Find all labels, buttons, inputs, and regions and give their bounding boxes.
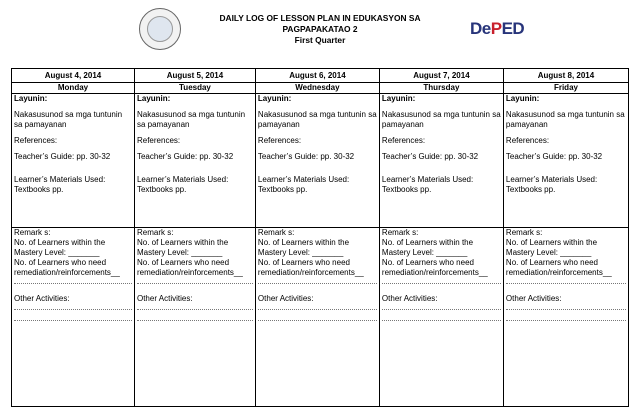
mastery-line-2: Mastery Level: _______ (381, 248, 468, 257)
other-activities-label: Other Activities: (257, 294, 314, 303)
lesson-log-table (11, 68, 629, 407)
references-label: References: (505, 136, 550, 145)
logo-text-p: P (490, 19, 502, 38)
mastery-line-1: No. of Learners within the (505, 238, 598, 247)
remarks-label: Remark s: (381, 228, 419, 237)
dotted-line (258, 280, 377, 284)
dotted-line (137, 314, 253, 321)
day-cell: Wednesday (255, 83, 379, 94)
date-cell: August 6, 2014 (255, 69, 379, 83)
references-label: References: (136, 136, 181, 145)
dotted-line (137, 306, 253, 310)
mastery-line-1: No. of Learners within the (136, 238, 229, 247)
remarks-label: Remark s: (136, 228, 174, 237)
remarks-cell (503, 228, 628, 407)
mastery-line-1: No. of Learners within the (14, 238, 106, 247)
lesson-cell (12, 94, 135, 228)
dotted-line (14, 306, 132, 310)
day-cell: Friday (503, 83, 628, 94)
need-line-1: No. of Learners who need (257, 258, 350, 267)
mastery-line-2: Mastery Level: _______ (505, 248, 592, 257)
layunin-label: Layunin: (381, 94, 416, 103)
lesson-cell (503, 94, 628, 228)
need-line-1: No. of Learners who need (136, 258, 230, 267)
date-row (12, 69, 629, 83)
mastery-line-1: No. of Learners within the (257, 238, 350, 247)
learners-materials: Learner’s Materials Used: (257, 175, 350, 184)
deped-logo (470, 20, 550, 44)
teachers-guide: Teacher’s Guide: pp. 30-32 (381, 152, 479, 161)
teachers-guide: Teacher’s Guide: pp. 30-32 (14, 152, 111, 161)
lesson-cell (255, 94, 379, 228)
lesson-cell (379, 94, 503, 228)
other-activities-label: Other Activities: (505, 294, 562, 303)
need-line-2: remediation/reinforcements__ (136, 268, 243, 277)
references-label: References: (14, 136, 58, 145)
layunin-label: Layunin: (14, 94, 48, 103)
dotted-line (137, 280, 253, 284)
layunin-text: Nakasusunod sa mga tuntunin sa pamayanan (14, 110, 123, 129)
dotted-line (506, 306, 626, 310)
deped-seal-logo (139, 8, 181, 50)
layunin-text: Nakasusunod sa mga tuntunin sa pamayanan (381, 110, 501, 129)
title-line-2: First Quarter (294, 35, 346, 45)
mastery-line-2: Mastery Level: _______ (14, 248, 100, 257)
references-label: References: (381, 136, 426, 145)
remarks-cell (134, 228, 255, 407)
remarks-cell (255, 228, 379, 407)
dotted-line (14, 280, 132, 284)
textbooks: Textbooks pp. (381, 185, 432, 194)
lesson-row (12, 94, 629, 228)
textbooks: Textbooks pp. (136, 185, 187, 194)
remarks-label: Remark s: (257, 228, 295, 237)
page-header (0, 0, 638, 66)
dotted-line (258, 306, 377, 310)
layunin-text: Nakasusunod sa mga tuntunin sa pamayanan (136, 110, 246, 129)
teachers-guide: Teacher’s Guide: pp. 30-32 (257, 152, 355, 161)
textbooks: Textbooks pp. (14, 185, 64, 194)
mastery-line-2: Mastery Level: _______ (136, 248, 223, 257)
dotted-line (382, 280, 501, 284)
logo-text-b: ED (501, 19, 525, 38)
need-line-2: remediation/reinforcements__ (505, 268, 612, 277)
layunin-text: Nakasusunod sa mga tuntunin sa pamayanan (505, 110, 625, 129)
remarks-cell (12, 228, 135, 407)
dotted-line (14, 314, 132, 321)
lesson-cell (134, 94, 255, 228)
day-cell: Thursday (379, 83, 503, 94)
teachers-guide: Teacher’s Guide: pp. 30-32 (136, 152, 234, 161)
need-line-2: remediation/reinforcements__ (381, 268, 488, 277)
layunin-text: Nakasusunod sa mga tuntunin sa pamayanan (257, 110, 377, 129)
dotted-line (506, 280, 626, 284)
layunin-label: Layunin: (136, 94, 171, 103)
mastery-line-2: Mastery Level: _______ (257, 248, 344, 257)
textbooks: Textbooks pp. (505, 185, 556, 194)
date-cell: August 7, 2014 (379, 69, 503, 83)
textbooks: Textbooks pp. (257, 185, 308, 194)
remarks-row (12, 228, 629, 407)
date-cell: August 4, 2014 (12, 69, 135, 83)
day-cell: Tuesday (134, 83, 255, 94)
title-line-1: DAILY LOG OF LESSON PLAN IN EDUKASYON SA PAGPAPAKATAO 2 (219, 13, 421, 34)
remarks-cell (379, 228, 503, 407)
need-line-1: No. of Learners who need (505, 258, 598, 267)
learners-materials: Learner’s Materials Used: (505, 175, 598, 184)
need-line-1: No. of Learners who need (14, 258, 107, 267)
date-cell: August 5, 2014 (134, 69, 255, 83)
learners-materials: Learner’s Materials Used: (14, 175, 106, 184)
date-cell: August 8, 2014 (503, 69, 628, 83)
day-row (12, 83, 629, 94)
mastery-line-1: No. of Learners within the (381, 238, 474, 247)
teachers-guide: Teacher’s Guide: pp. 30-32 (505, 152, 603, 161)
need-line-2: remediation/reinforcements__ (14, 268, 120, 277)
dotted-line (382, 314, 501, 321)
remarks-label: Remark s: (505, 228, 543, 237)
other-activities-label: Other Activities: (381, 294, 438, 303)
day-cell: Monday (12, 83, 135, 94)
other-activities-label: Other Activities: (136, 294, 193, 303)
references-label: References: (257, 136, 302, 145)
document-title (185, 13, 455, 46)
logo-text-a: De (470, 19, 491, 38)
dotted-line (506, 314, 626, 321)
layunin-label: Layunin: (257, 94, 292, 103)
need-line-2: remediation/reinforcements__ (257, 268, 364, 277)
other-activities-label: Other Activities: (14, 294, 70, 303)
learners-materials: Learner’s Materials Used: (136, 175, 229, 184)
layunin-label: Layunin: (505, 94, 540, 103)
dotted-line (258, 314, 377, 321)
dotted-line (382, 306, 501, 310)
remarks-label: Remark s: (14, 228, 51, 237)
learners-materials: Learner’s Materials Used: (381, 175, 474, 184)
need-line-1: No. of Learners who need (381, 258, 474, 267)
